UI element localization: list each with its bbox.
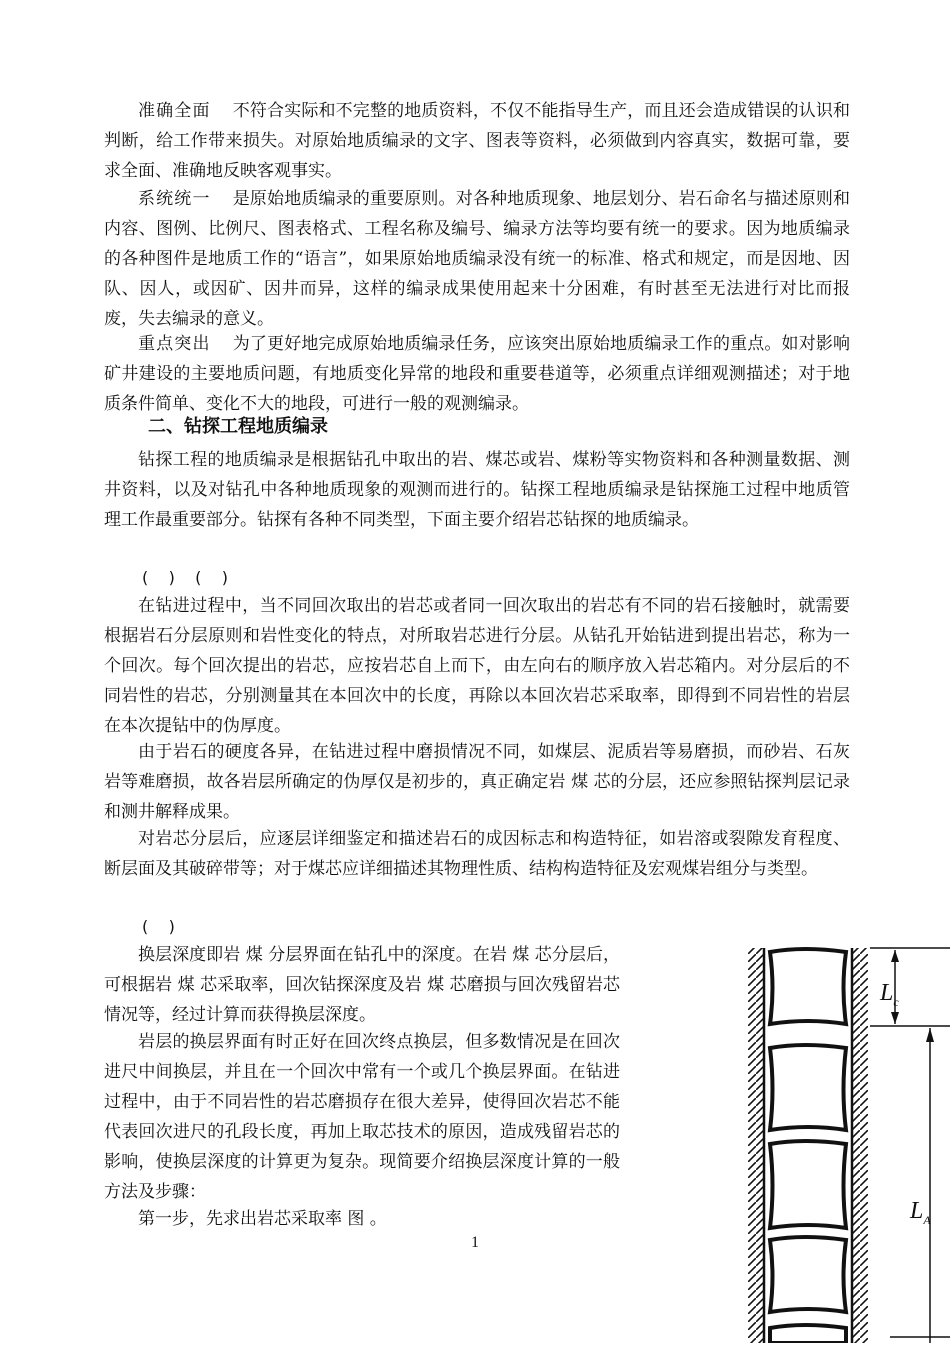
- core-segment: [770, 1045, 846, 1130]
- subheading-parens: ( ): [142, 917, 175, 936]
- paragraph-hardness: 由于岩石的硬度各异，在钻进过程中磨损情况不同，如煤层、泥质岩等易磨损，而砂岩、石灰岩等难磨损，故各岩层所确定的伪厚仅是初步的，真正确定岩 煤 芯的分层，还应参照钻探判层记录和测井解释成果。: [104, 742, 850, 822]
- borehole-diagram: [740, 930, 950, 1343]
- paragraph-description: 对岩芯分层后，应逐层详细鉴定和描述岩石的成因标志和构造特征，如岩溶或裂隙发育程度、断层面及其破碎带等；对于煤芯应详细描述其物理性质、结构构造特征及宏观煤岩组分与类型。: [104, 829, 850, 879]
- paragraph-step-one: 第一步，先求出岩芯采取率 图 。: [138, 1209, 387, 1229]
- label-lc: $L_c$: [880, 980, 899, 1009]
- page-number: 1: [471, 1234, 479, 1251]
- borehole-core-figure: [740, 930, 950, 1343]
- paragraph-accuracy: [104, 96, 850, 186]
- core-segment: [770, 1141, 846, 1228]
- paragraph-drilling-intro: 钻探工程的地质编录是根据钻孔中取出的岩、煤芯或岩、煤粉等实物资料和各种测量数据、测井资料，以及对钻孔中各种地质现象的观测而进行的。钻探工程地质编录是钻探施工过程中地质管理工作最重要部分。钻探有各种不同类型，下面主要介绍岩芯钻探的地质编录。: [104, 450, 850, 530]
- core-segment: [770, 949, 846, 1024]
- paragraph-text: 是原始地质编录的重要原则。对各种地质现象、地层划分、岩石命名与描述原则和内容、图例、比例尺、图表格式、工程名称及编号、编录方法等均要有统一的要求。因为地质编录的各种图件是地质工作的“语言”，如果原始地质编录没有统一的标准、格式和规定，而是因地、因队、因人，或因矿、因井而异，这样的编录成果使用起来十分困难，有时甚至无法进行对比而报废，失去编录的意义。: [104, 189, 851, 329]
- paragraph-core-layering: 在钻进过程中，当不同回次取出的岩芯或者同一回次取出的岩芯有不同的岩石接触时，就需要根据岩石分层原则和岩性变化的特点，对所取岩芯进行分层。从钻孔开始钻进到提出岩芯，称为一个回次。每个回次提出的岩芯，应按岩芯自上而下，由左向右的顺序放入岩芯箱内。对分层后的不同岩性的岩芯，分别测量其在本回次中的长度，再除以本回次岩芯采取率，即得到不同岩性的岩层在本次提钻中的伪厚度。: [104, 596, 850, 736]
- core-segment: [770, 1237, 846, 1312]
- borehole-wall-left: [748, 948, 764, 1343]
- paragraph-label: 准确全面: [138, 101, 211, 121]
- label-la: $L_A$: [910, 1198, 931, 1227]
- borehole-wall-right: [852, 948, 868, 1343]
- subheading-parens: ( ) ( ): [142, 568, 228, 587]
- paragraph-label: 重点突出: [138, 334, 211, 354]
- paragraph-layer-depth: 换层深度即岩 煤 分层界面在钻孔中的深度。在岩 煤 芯分层后，可根据岩 煤 芯采取率，回次钻探深度及岩 煤 芯磨损与回次残留岩芯情况等，经过计算而获得换层深度。: [104, 945, 620, 1025]
- paragraph-layer-boundary: 岩层的换层界面有时正好在回次终点换层，但多数情况是在回次进尺中间换层，并且在一个回次中常有一个或几个换层界面。在钻进过程中，由于不同岩性的岩芯磨损存在很大差异，使得回次岩芯不能代表回次进尺的孔段长度，再加上取芯技术的原因，造成残留岩芯的影响，使换层深度的计算更为复杂。现简要介绍换层深度计算的一般方法及步骤：: [104, 1032, 620, 1202]
- core-segment: [770, 1325, 846, 1343]
- paragraph-focus: [104, 329, 850, 419]
- paragraph-system: [104, 184, 850, 334]
- paragraph-text: 不符合实际和不完整的地质资料，不仅不能指导生产，而且还会造成错误的认识和判断，给工作带来损失。对原始地质编录的文字、图表等资料，必须做到内容真实，数据可靠，要求全面、准确地反映客观事实。: [104, 101, 851, 181]
- paragraph-label: 系统统一: [138, 189, 211, 209]
- paragraph-text: 为了更好地完成原始地质编录任务，应该突出原始地质编录工作的重点。如对影响矿井建设的主要地质问题，有地质变化异常的地段和重要巷道等，必须重点详细观测描述；对于地质条件简单、变化不大的地段，可进行一般的观测编录。: [104, 334, 851, 414]
- section-heading: 二、钻探工程地质编录: [148, 416, 328, 437]
